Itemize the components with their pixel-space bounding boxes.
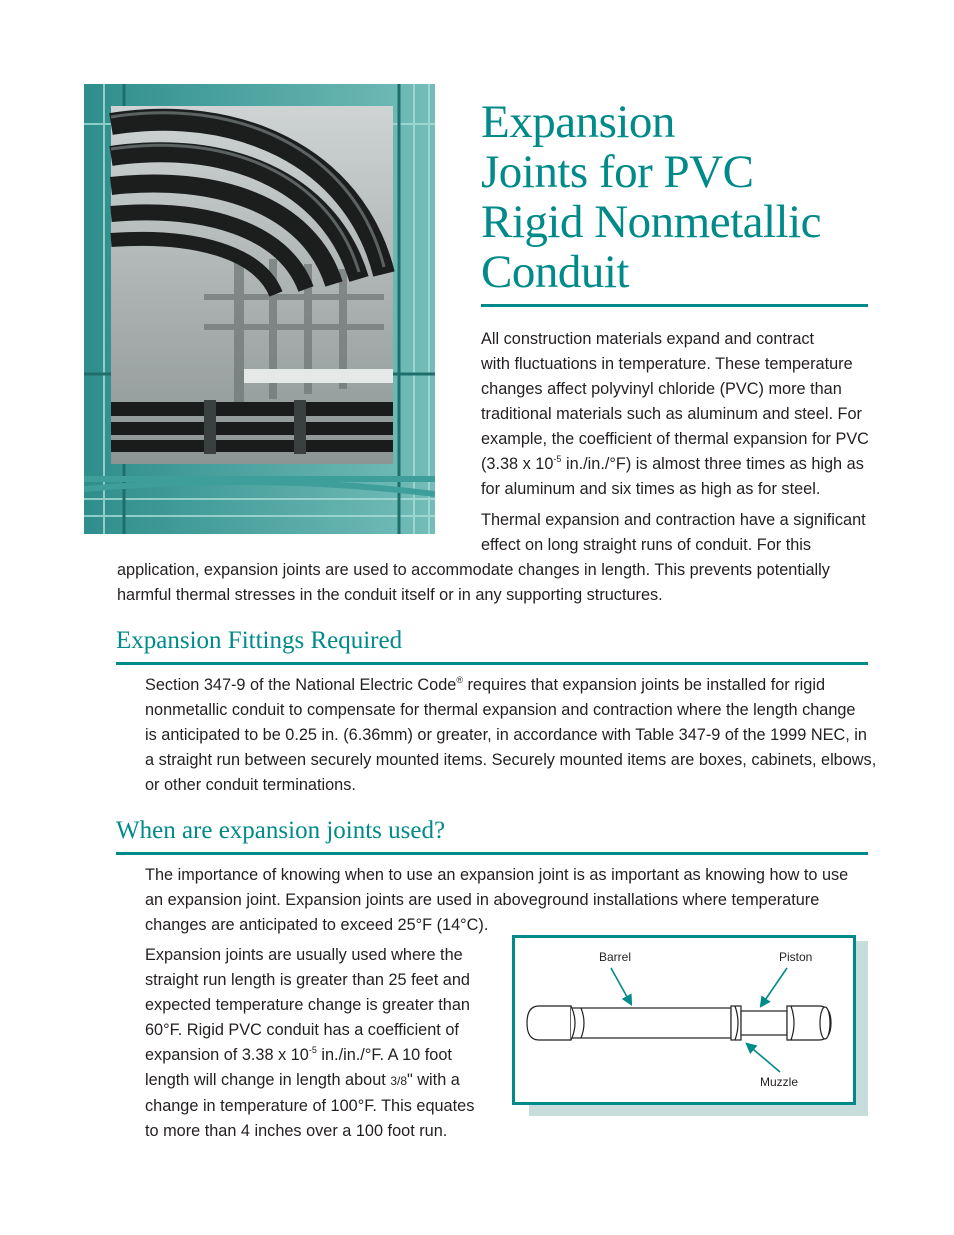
fraction-lead: length will change in length about [145, 1071, 391, 1089]
page-title [481, 97, 881, 297]
title-line: Rigid Nonmetallic [481, 196, 822, 248]
section-divider [116, 852, 868, 855]
text-line: change in temperature of 100°F. This equates [145, 1097, 475, 1115]
text-line: an expansion joint. Expansion joints are used in aboveground installations where temperature [145, 891, 820, 909]
nec-text-rest: requires that expansion joints be installed for rigid [462, 676, 825, 694]
text-line-nec [145, 673, 885, 698]
expansion-joint-diagram [512, 935, 856, 1105]
section-heading-when-used: When are expansion joints used? [116, 817, 446, 844]
text-line: is anticipated to be 0.25 in. (6.36mm) or greater, in accordance with Table 347-9 of the 1999 NEC, in [145, 726, 867, 744]
section2-paragraph-1 [145, 863, 885, 938]
coef-exponent: -5 [553, 454, 562, 464]
text-line: 60°F. Rigid PVC conduit has a coefficient of [145, 1021, 459, 1039]
title-line: Conduit [481, 246, 629, 298]
intro-paragraph-2-narrow [481, 508, 881, 558]
label-piston: Piston [779, 950, 813, 964]
section-heading-fittings: Expansion Fittings Required [116, 627, 403, 654]
text-line: nonmetallic conduit to compensate for thermal expansion and contraction where the length change [145, 701, 856, 719]
text-line: for aluminum and six times as high as for steel. [481, 480, 821, 498]
conduit-photo [84, 84, 435, 534]
text-line: to more than 4 inches over a 100 foot run. [145, 1122, 448, 1140]
text-line-fraction [145, 1068, 495, 1094]
intro-paragraph-2-wide [117, 558, 887, 608]
text-line: changes affect polyvinyl chloride (PVC) more than [481, 380, 842, 398]
label-muzzle: Muzzle [760, 1075, 799, 1089]
title-line: Expansion [481, 96, 675, 148]
text-line: All construction materials expand and contract [481, 330, 815, 348]
text-line: expected temperature change is greater than [145, 996, 470, 1014]
fraction-trail: " with a [407, 1071, 460, 1089]
coef-base: (3.38 x 10 [481, 455, 554, 473]
nec-text: Section 347-9 of the National Electric Code [145, 676, 457, 694]
text-line: effect on long straight runs of conduit. For this [481, 536, 812, 554]
intro-paragraph-1 [481, 327, 881, 502]
section1-paragraph [145, 673, 885, 798]
text-line: Expansion joints are usually used where the [145, 946, 463, 964]
text-line: Thermal expansion and contraction have a significant [481, 511, 866, 529]
text-line: The importance of knowing when to use an expansion joint is as important as knowing how to use [145, 866, 849, 884]
text-line: application, expansion joints are used to accommodate changes in length. This prevents potentially [117, 561, 830, 579]
title-divider [481, 304, 868, 307]
label-barrel: Barrel [599, 950, 632, 964]
text-line: example, the coefficient of thermal expansion for PVC [481, 430, 869, 448]
coef-rest: in./in./°F) is almost three times as high as [561, 455, 864, 473]
registered-mark: ® [456, 675, 463, 685]
expansion-joint-illustration [515, 938, 853, 1102]
conduit-photo-illustration [84, 84, 435, 534]
section2-paragraph-2 [145, 943, 495, 1144]
joint-outline [527, 1006, 831, 1040]
text-line-coefficient [145, 1043, 495, 1068]
text-line-coefficient [481, 452, 881, 477]
text-line: traditional materials such as aluminum and steel. For [481, 405, 862, 423]
text-line: changes are anticipated to exceed 25°F (14°C). [145, 916, 489, 934]
section-divider [116, 662, 868, 665]
text-line: with fluctuations in temperature. These temperature [481, 355, 853, 373]
coef-rest: in./in./°F. A 10 foot [316, 1046, 452, 1064]
text-line: straight run length is greater than 25 feet and [145, 971, 470, 989]
text-line: or other conduit terminations. [145, 776, 356, 794]
fraction-value: 3/8 [390, 1074, 407, 1088]
coef-base: expansion of 3.38 x 10 [145, 1046, 309, 1064]
title-line: Joints for PVC [481, 146, 754, 198]
text-line: a straight run between securely mounted items. Securely mounted items are boxes, cabinets, elbows, [145, 751, 877, 769]
text-line: harmful thermal stresses in the conduit itself or in any supporting structures. [117, 586, 663, 604]
coef-exponent: -5 [308, 1045, 317, 1055]
